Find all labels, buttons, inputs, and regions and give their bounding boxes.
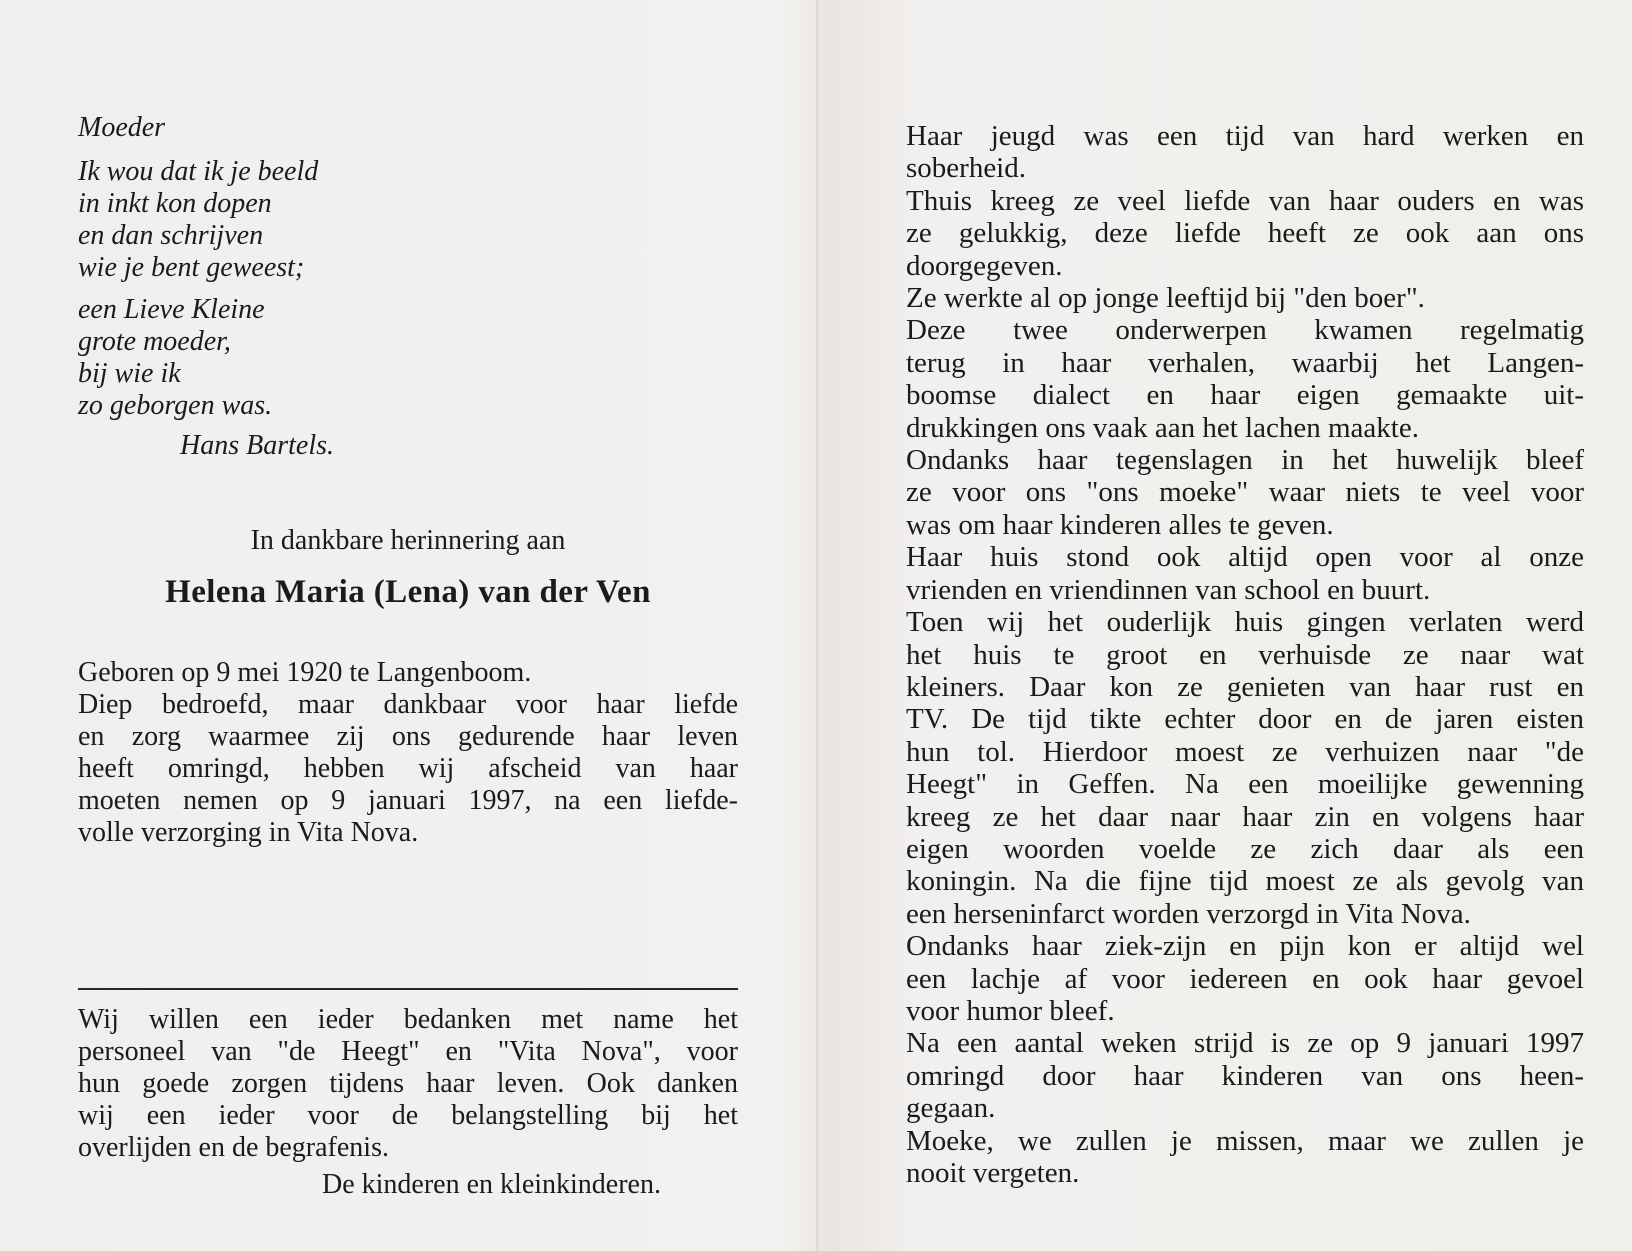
biography-line: omringd door haar kinderen van ons heen- — [906, 1059, 1584, 1092]
birth-line: heeft omringd, hebben wij afscheid van haar — [78, 753, 738, 784]
biography-line: koningin. Na die fijne tijd moest ze als gevolg van — [906, 865, 1584, 898]
biography-line: ze voor ons "ons moeke" waar niets te veel voor — [906, 476, 1584, 509]
thanks-line: Wij willen een ieder bedanken met name het — [78, 1004, 738, 1035]
biography-line: Heegt" in Geffen. Na een moeilijke gewenning — [906, 768, 1584, 801]
section-divider — [78, 988, 738, 990]
biography-line: kleiners. Daar kon ze genieten van haar rust en — [906, 670, 1584, 703]
biography-line: Ze werkte al op jonge leeftijd bij "den boer". — [906, 282, 1425, 315]
biography-line: eigen woorden voelde ze zich daar als een — [906, 832, 1584, 865]
thanks-line: personeel van "de Heegt" en "Vita Nova", voor — [78, 1036, 738, 1067]
thanks-notice — [78, 1004, 738, 1164]
poem-line: wie je bent geweest; — [78, 252, 305, 283]
thanks-line: hun goede zorgen tijdens haar leven. Ook danken — [78, 1068, 738, 1099]
biography-line: nooit vergeten. — [906, 1157, 1080, 1189]
biography-line: TV. De tijd tikte echter door en de jaren eisten — [906, 703, 1584, 736]
poem-line: een Lieve Kleine — [78, 294, 265, 325]
birth-line: Geboren op 9 mei 1920 te Langenboom. — [78, 657, 532, 688]
thanks-line: wij een ieder voor de belangstelling bij het — [78, 1100, 738, 1131]
biography-line: een herseninfarct worden verzorgd in Vita Nova. — [906, 897, 1471, 930]
deceased-name: Helena Maria (Lena) van der Ven — [165, 574, 651, 610]
birth-notice — [78, 657, 738, 849]
poem-title: Moeder — [78, 112, 166, 143]
poem-line: Ik wou dat ik je beeld — [78, 156, 319, 187]
biography-line: doorgegeven. — [906, 249, 1063, 282]
biography-line: hun tol. Hierdoor moest ze verhuizen naar "de — [906, 735, 1584, 768]
birth-line: Diep bedroefd, maar dankbaar voor haar liefde — [78, 689, 738, 720]
biography-line: soberheid. — [906, 152, 1026, 185]
biography-line: Ondanks haar ziek-zijn en pijn kon er altijd wel — [906, 930, 1584, 963]
biography-line: Toen wij het ouderlijk huis gingen verlaten werd — [906, 606, 1584, 639]
biography-line: Thuis kreeg ze veel liefde van haar ouders en was — [906, 184, 1584, 217]
poem-line: in inkt kon dopen — [78, 188, 272, 219]
poem-line: grote moeder, — [78, 326, 231, 357]
biography-line: Deze twee onderwerpen kwamen regelmatig — [906, 314, 1584, 347]
biography-line: Na een aantal weken strijd is ze op 9 januari 1997 — [906, 1027, 1584, 1060]
poem-line: bij wie ik — [78, 358, 181, 389]
biography-line: het huis te groot en verhuisde ze naar wat — [906, 638, 1584, 671]
poem-line: zo geborgen was. — [78, 390, 273, 421]
right-page — [816, 0, 1632, 1251]
biography-line: Ondanks haar tegenslagen in het huwelijk bleef — [906, 444, 1584, 477]
biography-line: drukkingen ons vaak aan het lachen maakte. — [906, 411, 1419, 444]
biography-line: kreeg ze het daar naar haar zin en volgens haar — [906, 800, 1584, 833]
biography-line: boomse dialect en haar eigen gemaakte uit- — [906, 379, 1584, 412]
memorial-intro: In dankbare herinnering aan — [250, 525, 566, 556]
birth-line: en zorg waarmee zij ons gedurende haar leven — [78, 721, 738, 752]
biography-line: Moeke, we zullen je missen, maar we zullen je — [906, 1124, 1584, 1157]
biography-line: voor humor bleef. — [906, 994, 1115, 1027]
biography-line: Haar jeugd was een tijd van hard werken en — [906, 120, 1584, 152]
poem — [78, 112, 498, 462]
birth-line: moeten nemen op 9 januari 1997, na een liefde- — [78, 785, 738, 816]
poem-line: en dan schrijven — [78, 220, 264, 251]
biography-line: terug in haar verhalen, waarbij het Langen- — [906, 346, 1584, 379]
biography-line: vrienden en vriendinnen van school en buurt. — [906, 573, 1431, 606]
biography-line: gegaan. — [906, 1092, 996, 1125]
biography-line: was om haar kinderen alles te geven. — [906, 508, 1334, 541]
poem-stanza-gap — [78, 284, 498, 294]
biography-line: Haar huis stond ook altijd open voor al onze — [906, 541, 1584, 574]
biography-line: ze gelukkig, deze liefde heeft ze ook aan ons — [906, 217, 1584, 250]
family-signature: De kinderen en kleinkinderen. — [322, 1169, 661, 1200]
thanks-line: overlijden en de begrafenis. — [78, 1132, 389, 1163]
biography-line: een lachje af voor iedereen en ook haar gevoel — [906, 962, 1584, 995]
poem-author: Hans Bartels. — [180, 430, 334, 461]
biography-text — [906, 120, 1584, 1189]
birth-line: volle verzorging in Vita Nova. — [78, 817, 419, 848]
